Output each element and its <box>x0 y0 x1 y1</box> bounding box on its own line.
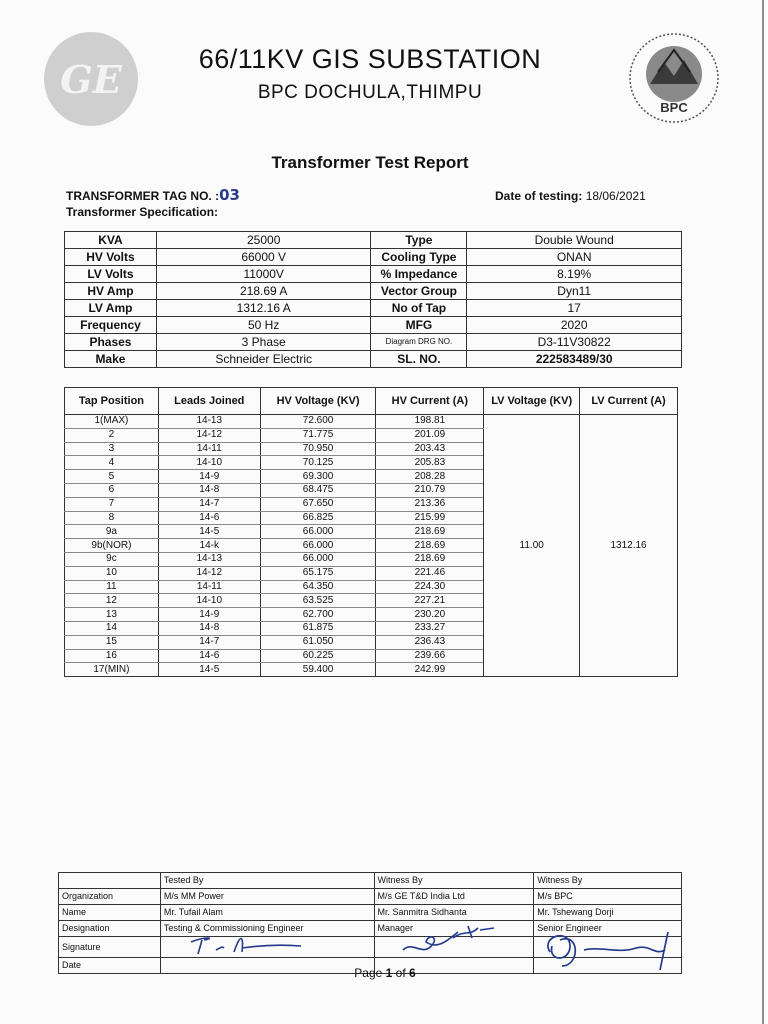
tap-header: HV Voltage (KV) <box>260 388 376 415</box>
spec-value: Double Wound <box>467 232 682 249</box>
tap-cell: 14-7 <box>158 635 260 649</box>
tap-cell: 3 <box>65 442 159 456</box>
tap-cell: 14-9 <box>158 608 260 622</box>
tap-cell: 9b(NOR) <box>65 539 159 553</box>
tap-row <box>65 415 678 429</box>
spec-key: Cooling Type <box>371 249 467 266</box>
bpc-logo <box>628 32 720 124</box>
spec-key: Type <box>371 232 467 249</box>
tap-cell: 218.69 <box>376 539 484 553</box>
page-edge <box>762 0 764 1024</box>
tap-table <box>64 387 678 677</box>
tap-cell: 14-6 <box>158 511 260 525</box>
tap-cell: 224.30 <box>376 580 484 594</box>
spec-value: 11000V <box>156 266 371 283</box>
spec-key: MFG <box>371 317 467 334</box>
tap-cell: 59.400 <box>260 663 376 677</box>
ge-logo <box>44 32 138 126</box>
tap-cell: 14-9 <box>158 470 260 484</box>
sign-row <box>59 905 682 921</box>
sign-cell: Name <box>59 905 161 921</box>
spec-value: 8.19% <box>467 266 682 283</box>
tap-cell: 14-12 <box>158 566 260 580</box>
tap-cell: 66.825 <box>260 511 376 525</box>
sign-cell: Mr. Tufail Alam <box>160 905 374 921</box>
spec-value: D3-11V30822 <box>467 334 682 351</box>
tap-cell: 61.875 <box>260 621 376 635</box>
spec-key: Vector Group <box>371 283 467 300</box>
tap-cell: 201.09 <box>376 428 484 442</box>
tag-label: TRANSFORMER TAG NO. : <box>66 189 220 203</box>
tap-cell: 60.225 <box>260 649 376 663</box>
spec-value: 25000 <box>156 232 371 249</box>
tap-cell: 230.20 <box>376 608 484 622</box>
spec-key: KVA <box>65 232 157 249</box>
testing-date <box>495 189 646 203</box>
spec-key: Phases <box>65 334 157 351</box>
spec-key: Frequency <box>65 317 157 334</box>
tap-cell: 63.525 <box>260 594 376 608</box>
page-current: 1 <box>385 966 393 980</box>
sign-cell: Testing & Commissioning Engineer <box>160 921 374 937</box>
tap-cell: 14-10 <box>158 456 260 470</box>
tap-cell: 69.300 <box>260 470 376 484</box>
page-total: 6 <box>409 966 416 980</box>
tap-cell: 14-8 <box>158 483 260 497</box>
sign-header <box>59 873 161 889</box>
tap-cell: 14-k <box>158 539 260 553</box>
spec-key: % Impedance <box>371 266 467 283</box>
tap-cell: 205.83 <box>376 456 484 470</box>
lv-current-cell: 1312.16 <box>580 415 678 677</box>
tap-cell: 68.475 <box>260 483 376 497</box>
spec-key: LV Volts <box>65 266 157 283</box>
tap-cell: 236.43 <box>376 635 484 649</box>
page-number <box>300 966 470 980</box>
sign-cell: M/s MM Power <box>160 889 374 905</box>
spec-value: 3 Phase <box>156 334 371 351</box>
sign-cell: Senior Engineer <box>534 921 682 937</box>
substation-title: 66/11KV GIS SUBSTATION <box>198 44 542 74</box>
tap-cell: 14-7 <box>158 497 260 511</box>
spec-value: 222583489/30 <box>467 351 682 368</box>
sign-cell: M/s GE T&D India Ltd <box>374 889 534 905</box>
tap-cell: 7 <box>65 497 159 511</box>
tap-cell: 213.36 <box>376 497 484 511</box>
tap-cell: 10 <box>65 566 159 580</box>
spec-value: 66000 V <box>156 249 371 266</box>
spec-row <box>65 317 682 334</box>
tap-cell: 227.21 <box>376 594 484 608</box>
tap-cell: 66.000 <box>260 552 376 566</box>
tap-cell: 198.81 <box>376 415 484 429</box>
spec-key: Diagram DRG NO. <box>371 334 467 351</box>
tap-cell: 8 <box>65 511 159 525</box>
spec-value: Schneider Electric <box>156 351 371 368</box>
spec-value: 17 <box>467 300 682 317</box>
spec-label: Transformer Specification: <box>66 205 219 219</box>
tap-header: LV Voltage (KV) <box>484 388 580 415</box>
tap-cell: 4 <box>65 456 159 470</box>
sign-cell: Signature <box>59 937 161 958</box>
tap-cell: 218.69 <box>376 552 484 566</box>
tap-cell: 210.79 <box>376 483 484 497</box>
spec-key: SL. NO. <box>371 351 467 368</box>
tap-cell: 6 <box>65 483 159 497</box>
tap-cell: 70.950 <box>260 442 376 456</box>
sign-cell: Manager <box>374 921 534 937</box>
tap-cell: 64.350 <box>260 580 376 594</box>
spec-key: Make <box>65 351 157 368</box>
tap-cell: 15 <box>65 635 159 649</box>
date-value: 18/06/2021 <box>585 189 646 203</box>
tap-cell: 5 <box>65 470 159 484</box>
witness-bpc-signature <box>540 926 690 976</box>
tap-cell: 72.600 <box>260 415 376 429</box>
tap-cell: 14-10 <box>158 594 260 608</box>
witness-ge-signature <box>398 920 498 960</box>
tap-cell: 208.28 <box>376 470 484 484</box>
sign-header: Witness By <box>374 873 534 889</box>
tap-cell: 71.775 <box>260 428 376 442</box>
spec-row <box>65 232 682 249</box>
ge-logo-text: GE <box>60 56 122 102</box>
sign-cell: Mr. Tshewang Dorji <box>534 905 682 921</box>
tap-cell: 14-12 <box>158 428 260 442</box>
tap-cell: 221.46 <box>376 566 484 580</box>
sign-row <box>59 889 682 905</box>
tap-cell: 9c <box>65 552 159 566</box>
spec-row <box>65 300 682 317</box>
tap-cell: 14 <box>65 621 159 635</box>
spec-table <box>64 231 682 368</box>
spec-key: HV Amp <box>65 283 157 300</box>
sign-cell: Mr. Sanmitra Sidhanta <box>374 905 534 921</box>
tag-value: 03 <box>219 186 240 204</box>
sign-header: Tested By <box>160 873 374 889</box>
spec-value: ONAN <box>467 249 682 266</box>
tap-cell: 66.000 <box>260 539 376 553</box>
spec-value: 50 Hz <box>156 317 371 334</box>
tap-cell: 12 <box>65 594 159 608</box>
tap-header: Tap Position <box>65 388 159 415</box>
tap-cell: 218.69 <box>376 525 484 539</box>
sign-cell: Organization <box>59 889 161 905</box>
tap-header: LV Current (A) <box>580 388 678 415</box>
tap-cell: 242.99 <box>376 663 484 677</box>
tap-cell: 203.43 <box>376 442 484 456</box>
tap-cell: 14-8 <box>158 621 260 635</box>
tap-cell: 66.000 <box>260 525 376 539</box>
tap-cell: 67.650 <box>260 497 376 511</box>
spec-value: 1312.16 A <box>156 300 371 317</box>
tap-cell: 2 <box>65 428 159 442</box>
sign-cell: Designation <box>59 921 161 937</box>
spec-value: 218.69 A <box>156 283 371 300</box>
page-of: of <box>392 966 410 980</box>
spec-key: HV Volts <box>65 249 157 266</box>
tap-cell: 9a <box>65 525 159 539</box>
tap-cell: 233.27 <box>376 621 484 635</box>
spec-key: No of Tap <box>371 300 467 317</box>
substation-location: BPC DOCHULA,THIMPU <box>257 82 483 103</box>
tap-cell: 16 <box>65 649 159 663</box>
bpc-logo-text: BPC <box>660 100 688 115</box>
spec-value: 2020 <box>467 317 682 334</box>
tap-cell: 215.99 <box>376 511 484 525</box>
spec-row <box>65 351 682 368</box>
tap-cell: 13 <box>65 608 159 622</box>
sign-cell: Date <box>59 958 161 974</box>
tap-cell: 11 <box>65 580 159 594</box>
tap-cell: 17(MIN) <box>65 663 159 677</box>
tap-cell: 14-6 <box>158 649 260 663</box>
tap-header: Leads Joined <box>158 388 260 415</box>
spec-row <box>65 249 682 266</box>
spec-value: Dyn11 <box>467 283 682 300</box>
tap-cell: 14-5 <box>158 525 260 539</box>
tap-cell: 61.050 <box>260 635 376 649</box>
tap-header: HV Current (A) <box>376 388 484 415</box>
spec-row <box>65 266 682 283</box>
tap-cell: 14-11 <box>158 580 260 594</box>
tap-cell: 1(MAX) <box>65 415 159 429</box>
spec-row <box>65 283 682 300</box>
tap-cell: 14-5 <box>158 663 260 677</box>
transformer-tag <box>66 186 240 204</box>
spec-key: LV Amp <box>65 300 157 317</box>
lv-voltage-cell: 11.00 <box>484 415 580 677</box>
tap-cell: 14-13 <box>158 552 260 566</box>
tap-cell: 65.175 <box>260 566 376 580</box>
report-title: Transformer Test Report <box>271 153 469 172</box>
sign-header: Witness By <box>534 873 682 889</box>
spec-row <box>65 334 682 351</box>
tap-cell: 62.700 <box>260 608 376 622</box>
sign-cell: M/s BPC <box>534 889 682 905</box>
page-prefix: Page <box>354 966 386 980</box>
tap-cell: 14-13 <box>158 415 260 429</box>
tested-by-signature <box>186 932 306 958</box>
tap-cell: 239.66 <box>376 649 484 663</box>
tap-cell: 14-11 <box>158 442 260 456</box>
date-label: Date of testing: <box>495 189 583 203</box>
tap-cell: 70.125 <box>260 456 376 470</box>
